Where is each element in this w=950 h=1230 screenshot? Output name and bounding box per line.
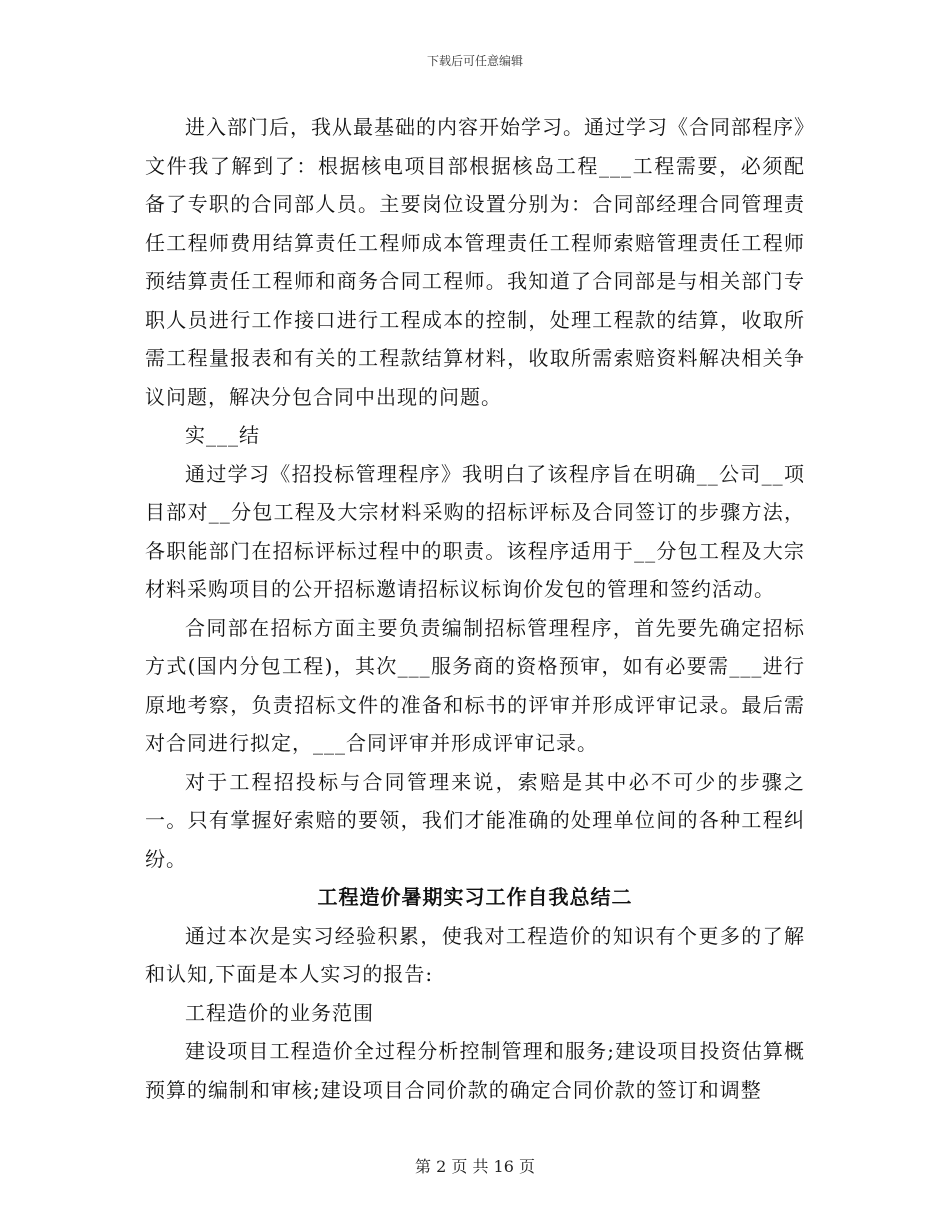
paragraph-bidding-procedure: 通过学习《招投标管理程序》我明白了该程序旨在明确__公司__项目部对__分包工程及大宗材料采购的招标评标及合同签订的步骤方法，各职能部门在招标评标过程中的职责。该程序适用于__分包工程及大宗材料采购项目的公开招标邀请招标议标询价发包的管理和签约活动。: [145, 461, 805, 601]
paragraph-business-scope: 建设项目工程造价全过程分析控制管理和服务;建设项目投资估算概预算的编制和审核;建设项目合同价款的确定合同价款的签订和调整: [145, 1039, 805, 1102]
paragraph-bidding-responsibilities: 合同部在招标方面主要负责编制招标管理程序，首先要先确定招标方式(国内分包工程)，其次___服务商的资格预审，如有必要需___进行原地考察，负责招标文件的准备和标书的评审并形成评审记录。最后需对合同进行拟定，___合同评审并形成评审记录。: [145, 615, 805, 755]
paragraph-intro: 通过本次是实习经验积累，使我对工程造价的知识有个更多的了解和认知,下面是本人实习的报告:: [145, 923, 805, 986]
page-header: 下载后可任意编辑: [426, 54, 523, 68]
document-body: [145, 108, 805, 1109]
section-title: 工程造价暑期实习工作自我总结二: [317, 885, 633, 909]
page-number: 第 2 页 共 16 页: [415, 1157, 535, 1176]
paragraph-subheading: 实___结: [185, 423, 260, 447]
paragraph-claims: 对于工程招投标与合同管理来说，索赔是其中必不可少的步骤之一。只有掌握好索赔的要领，我们才能准确的处理单位间的各种工程纠纷。: [145, 769, 805, 871]
paragraph-business-scope-heading: 工程造价的业务范围: [185, 1000, 374, 1025]
paragraph-contract-department: 进入部门后，我从最基础的内容开始学习。通过学习《合同部程序》文件我了解到了：根据核电项目部根据核岛工程___工程需要，必须配备了专职的合同部人员。主要岗位设置分别为：合同部经理合同管理责任工程师费用结算责任工程师成本管理责任工程师索赔管理责任工程师预结算责任工程师和商务合同工程师。我知道了合同部是与相关部门专职人员进行工作接口进行工程成本的控制，处理工程款的结算，收取所需工程量报表和有关的工程款结算材料，收取所需索赔资料解决相关争议问题，解决分包合同中出现的问题。: [145, 115, 805, 409]
